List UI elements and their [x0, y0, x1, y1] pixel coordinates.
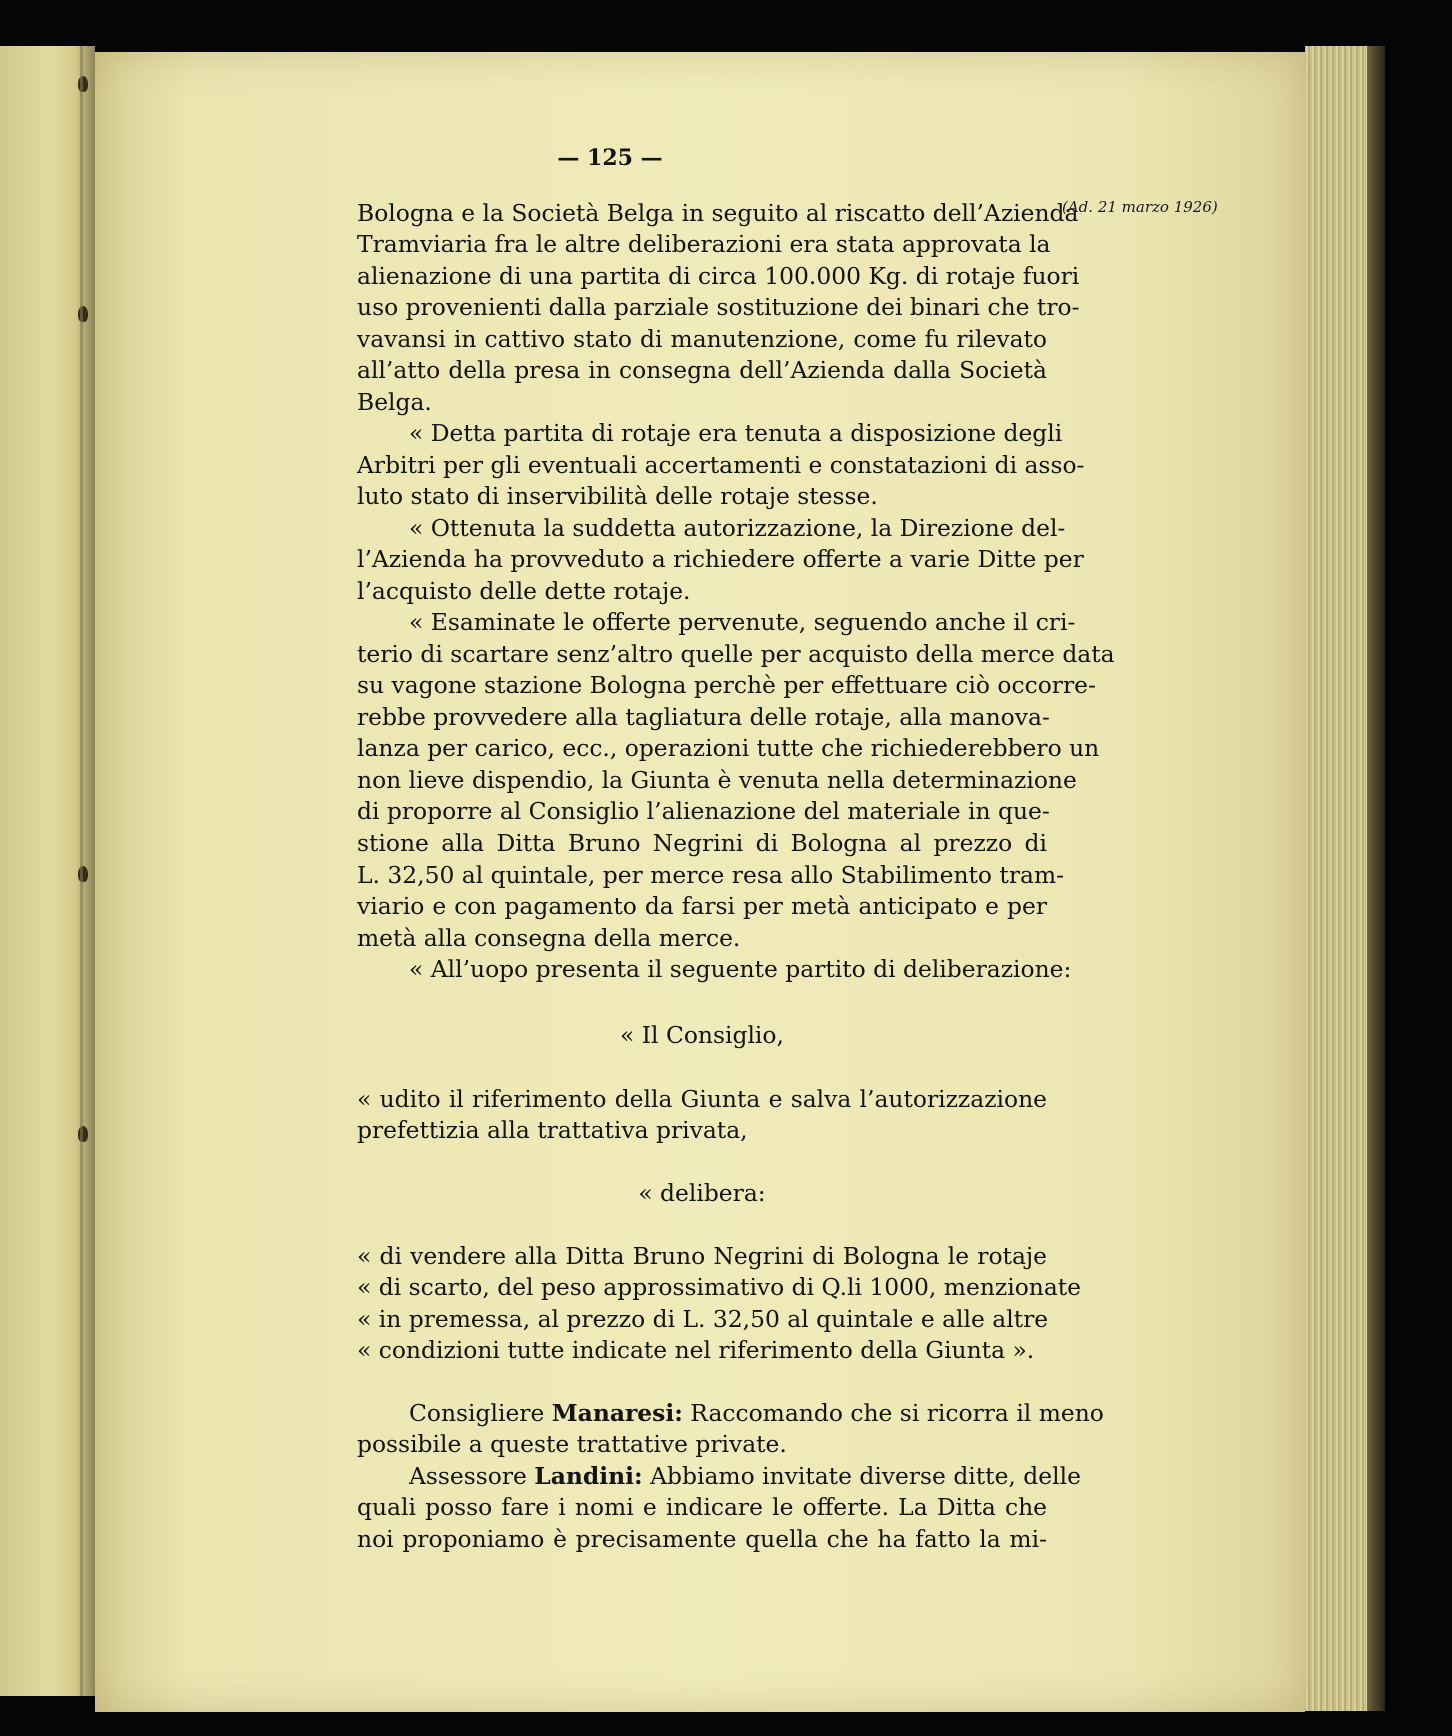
text-line: « condizioni tutte indicate nel riferimento della Giunta ».	[357, 1336, 1035, 1364]
speaker-text: Abbiamo invitate diverse ditte, delle	[642, 1462, 1081, 1490]
speaker-text: Raccomando che si ricorra il meno	[682, 1399, 1104, 1427]
resolution-heading: « Il Consiglio,	[620, 1021, 784, 1049]
binding-thread-mark	[78, 1126, 88, 1142]
text-line: quali posso fare i nomi e indicare le offerte. La Ditta che	[357, 1493, 1047, 1521]
text-line: vavansi in cattivo stato di manutenzione, come fu rilevato	[357, 325, 1047, 353]
binding-thread-mark	[78, 76, 88, 92]
text-line: alienazione di una partita di circa 100.000 Kg. di rotaje fuori	[357, 262, 1080, 290]
text-line: rebbe provvedere alla tagliatura delle rotaje, alla manova-	[357, 703, 1050, 731]
text-line: « udito il riferimento della Giunta e salva l’autorizzazione	[357, 1085, 1047, 1113]
text-line: Arbitri per gli eventuali accertamenti e constatazioni di asso-	[357, 451, 1085, 479]
speaker-name: Manaresi:	[551, 1399, 683, 1427]
speaker-line-landini	[357, 1461, 1081, 1491]
binding-thread-mark	[78, 866, 88, 882]
text-line: all’atto della presa in consegna dell’Azienda dalla Società	[357, 356, 1047, 384]
text-line: su vagone stazione Bologna perchè per effettuare ciò occorre-	[357, 671, 1096, 699]
text-line: possibile a queste trattative private.	[357, 1430, 787, 1458]
text-line: uso provenienti dalla parziale sostituzione dei binari che tro-	[357, 293, 1080, 321]
text-line: prefettizia alla trattativa privata,	[357, 1116, 748, 1144]
text-line: « di scarto, del peso approssimativo di Q.li 1000, menzionate	[357, 1273, 1082, 1301]
text-line: « All’uopo presenta il seguente partito di deliberazione:	[409, 955, 1072, 983]
left-page-edge	[0, 46, 95, 1696]
text-line: luto stato di inservibilità delle rotaje stesse.	[357, 482, 878, 510]
margin-date-note: (Ad. 21 marzo 1926)	[1062, 198, 1218, 216]
speaker-role: Consigliere	[409, 1399, 552, 1427]
text-line: « in premessa, al prezzo di L. 32,50 al quintale e alle altre	[357, 1305, 1049, 1333]
text-line: Belga.	[357, 388, 432, 416]
page-stack-edges	[1305, 46, 1385, 1711]
text-line: Bologna e la Società Belga in seguito al riscatto dell’Azienda	[357, 199, 1079, 227]
page-number: — 125 —	[557, 145, 663, 171]
text-line: l’acquisto delle dette rotaje.	[357, 577, 691, 605]
speaker-name: Landini:	[534, 1462, 643, 1490]
text-line: metà alla consegna della merce.	[357, 924, 741, 952]
text-line: terio di scartare senz’altro quelle per acquisto della merce data	[357, 640, 1115, 668]
text-line: viario e con pagamento da farsi per metà anticipato e per	[357, 892, 1047, 920]
text-line: di proporre al Consiglio l’alienazione del materiale in que-	[357, 797, 1050, 825]
text-line: lanza per carico, ecc., operazioni tutte che richiederebbero un	[357, 734, 1100, 762]
text-line: l’Azienda ha provveduto a richiedere offerte a varie Ditte per	[357, 545, 1084, 573]
text-line: « di vendere alla Ditta Bruno Negrini di Bologna le rotaje	[357, 1242, 1047, 1270]
text-line: Tramviaria fra le altre deliberazioni era stata approvata la	[357, 230, 1051, 258]
text-line: « Ottenuta la suddetta autorizzazione, la Direzione del-	[409, 514, 1066, 542]
speaker-role: Assessore	[409, 1462, 535, 1490]
binding-thread-mark	[78, 306, 88, 322]
text-line: noi proponiamo è precisamente quella che ha fatto la mi-	[357, 1525, 1047, 1553]
text-line: « Esaminate le offerte pervenute, seguendo anche il cri-	[409, 608, 1076, 636]
speaker-line-manaresi	[357, 1398, 1104, 1428]
text-line: L. 32,50 al quintale, per merce resa allo Stabilimento tram-	[357, 861, 1065, 889]
resolution-delibera: « delibera:	[638, 1179, 766, 1207]
text-line: stione alla Ditta Bruno Negrini di Bologna al prezzo di	[357, 829, 1047, 857]
text-line: non lieve dispendio, la Giunta è venuta nella determinazione	[357, 766, 1077, 794]
text-line: « Detta partita di rotaje era tenuta a disposizione degli	[409, 419, 1063, 447]
